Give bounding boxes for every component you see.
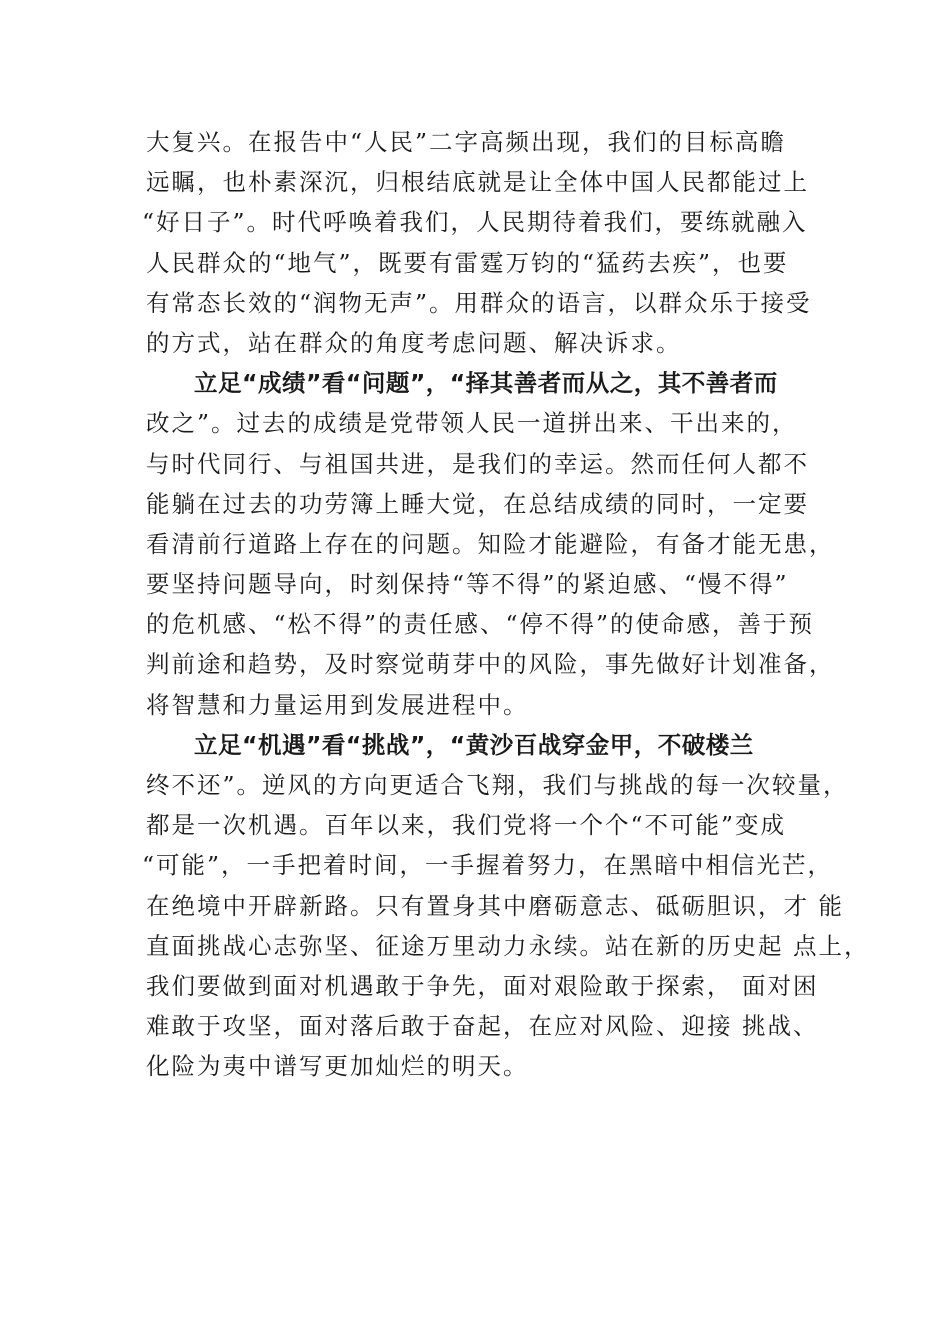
section-heading-achievements: 立足“成绩”看“问题”，“择其善者而从之，其不善者而 [194, 369, 778, 398]
body-text [142, 122, 870, 1087]
text-line: 远瞩，也朴素深沉，归根结底就是让全体中国人民都能过上 [146, 168, 809, 197]
text-line: “好日子”。时代呼唤着我们，人民期待着我们，要练就融入 [142, 208, 808, 237]
text-line: 在绝境中开辟新路。只有置身其中磨砺意志、砥砺胆识，才 能 [146, 891, 844, 920]
text-line: 的方式，站在群众的角度考虑问题、解决诉求。 [146, 328, 682, 357]
text-line: 将智慧和力量运用到发展进程中。 [146, 690, 529, 719]
text-line: 的危机感、“松不得”的责任感、“停不得”的使命感，善于预 [146, 610, 815, 639]
section-heading-opportunities: 立足“机遇”看“挑战”，“黄沙百战穿金甲，不破楼兰 [194, 730, 754, 759]
text-line: 有常态长效的“润物无声”。用群众的语言，以群众乐于接受 [146, 288, 812, 317]
text-line: 大复兴。在报告中“人民”二字高频出现，我们的目标高瞻 [146, 128, 787, 156]
text-line: “可能”，一手把着时间，一手握着努力，在黑暗中相信光芒， [142, 851, 834, 880]
text-line: 终不还”。逆风的方向更适合飞翔，我们与挑战的每一次较量， [146, 771, 849, 799]
text-line: 我们要做到面对机遇敢于争先，面对艰险敢于探索， 面对困 [146, 971, 819, 1000]
text-line: 难敢于攻坚，面对落后敢于奋起，在应对风险、迎接 挑战、 [146, 1012, 819, 1041]
text-line: 能躺在过去的功劳簿上睡大觉，在总结成绩的同时，一定要 [146, 489, 809, 518]
text-line: 都是一次机遇。百年以来，我们党将一个个“不可能”变成 [146, 811, 787, 840]
text-line: 看清前行道路上存在的问题。知险才能避险，有备才能无患， [146, 529, 835, 558]
text-line: 化险为夷中谱写更加灿烂的明天。 [146, 1052, 529, 1081]
text-line: 要坚持问题导向，时刻保持“等不得”的紧迫感、“慢不得” [146, 570, 789, 599]
text-line: 与时代同行、与祖国共进，是我们的幸运。然而任何人都不 [146, 449, 809, 478]
text-line: 判前途和趋势，及时察觉萌芽中的风险，事先做好计划准备， [146, 650, 835, 679]
text-line: 直面挑战心志弥坚、征途万里动力永续。站在新的历史起 点上， [146, 931, 870, 960]
text-line: 改之”。过去的成绩是党带领人民一道拼出来、干出来的， [146, 409, 798, 438]
text-line: 人民群众的“地气”，既要有雷霆万钧的“猛药去疾”，也要 [146, 248, 789, 277]
